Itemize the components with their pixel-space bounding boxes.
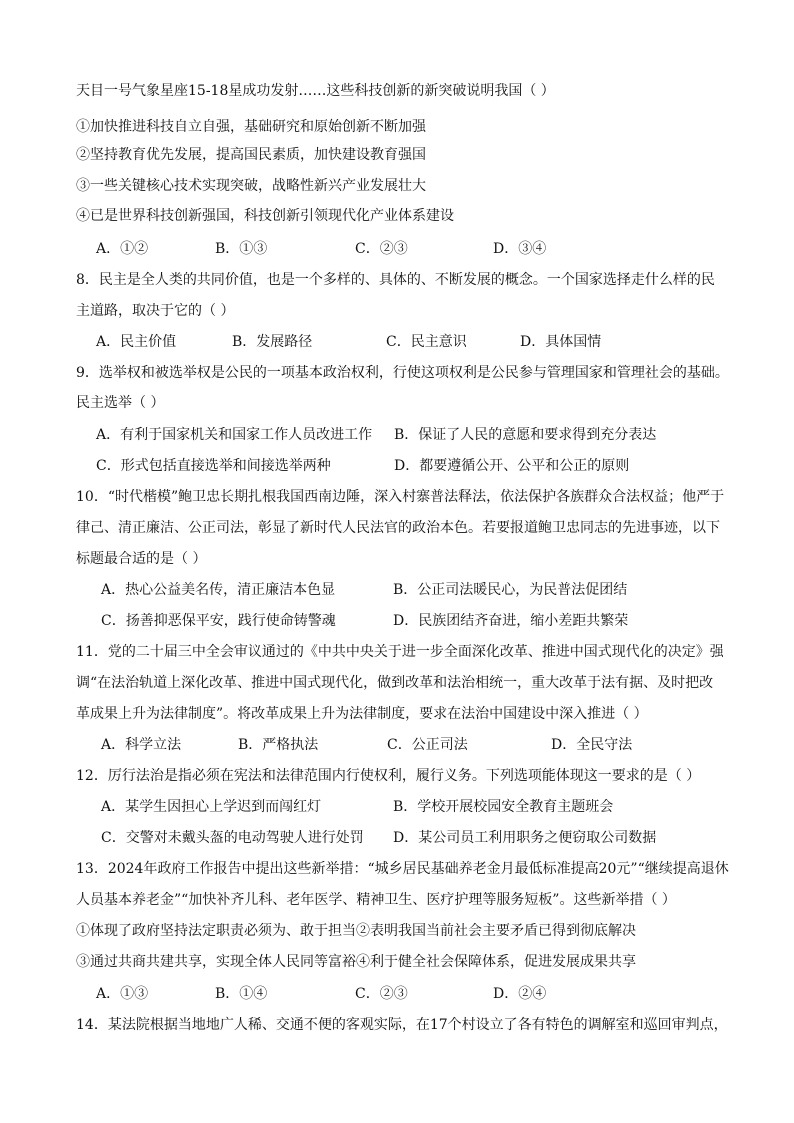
question-7-stem (0, 81, 794, 101)
question-12-options-row-1 (0, 797, 794, 817)
option-b[interactable]: B．发展路径 (232, 334, 313, 350)
question-11-stem-line-1 (0, 642, 794, 662)
option-d[interactable]: D．全民守法 (551, 737, 633, 753)
option-c[interactable]: C．民主意识 (386, 334, 467, 350)
option-a[interactable]: A．有利于国家机关和国家工作人员改进工作 (96, 427, 373, 443)
option-a[interactable]: A．民主价值 (96, 334, 177, 350)
question-13-options (0, 984, 794, 1004)
question-7-statement-4 (0, 206, 794, 226)
option-c[interactable]: C．形式包括直接选举和间接选举两种 (96, 458, 331, 474)
option-c[interactable]: C．交警对未戴头盔的电动驾驶人进行处罚 (101, 830, 364, 846)
option-d[interactable]: D．某公司员工利用职务之便窃取公司数据 (393, 830, 657, 846)
question-14-stem-line-1 (0, 1015, 794, 1035)
option-b[interactable]: B．保证了人民的意愿和要求得到充分表达 (394, 427, 657, 443)
question-8-stem-text: 8．民主是全人类的共同价值，也是一个多样的、具体的、不断发展的概念。一个国家选择走什么样的民 (76, 272, 715, 288)
question-13-stem-text: 13．2024年政府工作报告中提出这些新举措：“城乡居民基础养老金月最低标准提高20元”“继续提高退休 (76, 861, 729, 877)
question-13-statements-1 (0, 921, 794, 941)
option-a[interactable]: A．某学生因担心上学迟到而闯红灯 (101, 799, 322, 815)
option-a[interactable]: A．科学立法 (101, 737, 182, 753)
option-b[interactable]: B．严格执法 (238, 737, 319, 753)
question-13-stem-text: 人员基本养老金”“加快补齐儿科、老年医学、精神卫生、医疗护理等服务短板”。这些新举措（ ） (76, 892, 676, 908)
option-c[interactable]: C．②③ (355, 241, 408, 257)
option-c[interactable]: C．扬善抑恶保平安，践行使命铸警魂 (101, 613, 336, 629)
question-10-stem-text: 10．“时代楷模”鲍卫忠长期扎根我国西南边陲，深入村寨普法释法，依法保护各族群众合法权益；他严于 (76, 489, 725, 505)
question-11-stem-text: 调“在法治轨道上深化改革、推进中国式现代化，做到改革和法治相统一，重大改革于法有据、及时把改 (76, 675, 714, 691)
option-c[interactable]: C．公正司法 (387, 737, 468, 753)
option-d[interactable]: D．民族团结齐奋进，缩小差距共繁荣 (393, 613, 629, 629)
question-7-options (0, 239, 794, 259)
statement-text: ③一些关键核心技术实现突破，战略性新兴产业发展壮大 (76, 178, 426, 194)
question-11-stem-text: 革成果上升为法律制度”。将改革成果上升为法律制度，要求在法治中国建设中深入推进（ ） (76, 706, 648, 722)
question-8-options (0, 332, 794, 352)
question-10-stem-text: 标题最合适的是（ ） (76, 551, 207, 567)
option-d[interactable]: D．都要遵循公开、公平和公正的原则 (394, 458, 630, 474)
question-9-options-row-1 (0, 425, 794, 445)
question-7-statement-1 (0, 117, 794, 137)
question-9-stem-text: 民主选举（ ） (76, 395, 165, 411)
question-8-stem-line-1 (0, 270, 794, 290)
question-9-stem-line-1 (0, 363, 794, 383)
question-8-stem-line-2 (0, 301, 794, 321)
question-7-stem-text: 天目一号气象星座15-18星成功发射……这些科技创新的新突破说明我国（ ） (76, 83, 555, 99)
question-10-stem-line-3 (0, 549, 794, 569)
question-9-stem-line-2 (0, 393, 794, 413)
option-d[interactable]: D．②④ (493, 986, 547, 1002)
question-10-options-row-2 (0, 611, 794, 631)
option-a[interactable]: A．热心公益美名传，清正廉洁本色显 (101, 582, 336, 598)
question-12-stem-line-1 (0, 766, 794, 786)
question-12-options-row-2 (0, 828, 794, 848)
question-13-stem-line-2 (0, 890, 794, 910)
question-8-stem-text: 主道路，取决于它的（ ） (76, 303, 235, 319)
question-10-stem-line-1 (0, 487, 794, 507)
option-a[interactable]: A．①③ (96, 986, 149, 1002)
question-10-stem-line-2 (0, 518, 794, 538)
question-11-stem-text: 11．党的二十届三中全会审议通过的《中共中央关于进一步全面深化改革、推进中国式现代化的决定》强 (76, 644, 724, 660)
option-b[interactable]: B．公正司法暖民心，为民普法促团结 (393, 582, 628, 598)
question-13-statements-2 (0, 952, 794, 972)
question-13-stem-line-1 (0, 859, 794, 879)
question-7-statement-3 (0, 176, 794, 196)
option-b[interactable]: B．①④ (215, 986, 268, 1002)
question-14-stem-text: 14．某法院根据当地地广人稀、交通不便的客观实际，在17个村设立了各有特色的调解室和巡回审判点， (76, 1017, 728, 1033)
question-10-options-row-1 (0, 580, 794, 600)
question-10-stem-text: 律己、清正廉洁、公正司法，彰显了新时代人民法官的政治本色。若要报道鲍卫忠同志的先进事迹，以下 (76, 520, 720, 536)
option-a[interactable]: A．①② (96, 241, 149, 257)
question-7-statement-2 (0, 145, 794, 165)
question-11-stem-line-3 (0, 704, 794, 724)
statement-text: ④已是世界科技创新强国，科技创新引领现代化产业体系建设 (76, 208, 454, 224)
statement-text: ③通过共商共建共享，实现全体人民同等富裕④利于健全社会保障体系，促进发展成果共享 (76, 954, 636, 970)
question-9-stem-text: 9．选举权和被选举权是公民的一项基本政治权利，行使这项权利是公民参与管理国家和管理社会的基础。 (76, 365, 729, 381)
question-9-options-row-2 (0, 456, 794, 476)
question-11-options (0, 735, 794, 755)
question-12-stem-text: 12．厉行法治是指必须在宪法和法律范围内行使权利，履行义务。下列选项能体现这一要求的是（ ） (76, 768, 701, 784)
option-b[interactable]: B．①③ (215, 241, 268, 257)
question-11-stem-line-2 (0, 673, 794, 693)
option-d[interactable]: D．具体国情 (520, 334, 602, 350)
option-d[interactable]: D．③④ (493, 241, 547, 257)
option-c[interactable]: C．②③ (355, 986, 408, 1002)
option-b[interactable]: B．学校开展校园安全教育主题班会 (393, 799, 614, 815)
statement-text: ①加快推进科技自立自强，基础研究和原始创新不断加强 (76, 119, 426, 135)
statement-text: ②坚持教育优先发展，提高国民素质，加快建设教育强国 (76, 147, 426, 163)
statement-text: ①体现了政府坚持法定职责必须为、敢于担当②表明我国当前社会主要矛盾已得到彻底解决 (76, 923, 636, 939)
